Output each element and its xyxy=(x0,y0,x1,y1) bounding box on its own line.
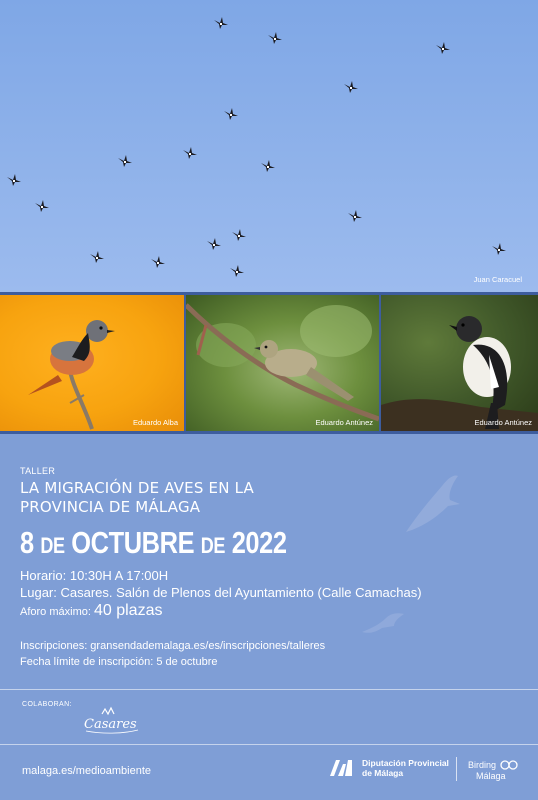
flycatcher-photo xyxy=(381,295,538,431)
binoculars-icon xyxy=(500,759,518,771)
bird-photo-strip xyxy=(0,292,538,434)
flying-storks-illustration xyxy=(0,0,538,292)
warbler-photo xyxy=(186,295,379,431)
logo-separator xyxy=(456,757,457,781)
date-de: DE xyxy=(200,533,226,558)
birding-malaga-logo xyxy=(468,759,518,781)
diputacion-line: de Málaga xyxy=(362,768,404,778)
event-title xyxy=(20,479,520,517)
date-day: 8 xyxy=(20,525,34,560)
photo-credit: Eduardo Antúnez xyxy=(474,418,532,427)
warbler-bird-icon xyxy=(186,295,379,431)
date-month: OCTUBRE xyxy=(71,525,195,560)
event-title-line: LA MIGRACIÓN DE AVES EN LA xyxy=(20,479,254,497)
birding-line: Birding xyxy=(468,760,497,770)
registration-link[interactable]: Inscripciones: gransendademalaga.es/es/inscripciones/talleres xyxy=(20,640,326,652)
photo-credit: Eduardo Antúnez xyxy=(315,418,373,427)
redstart-photo xyxy=(0,295,184,431)
capacity-label: Aforo máximo: xyxy=(20,606,91,618)
event-schedule: Horario: 10:30H A 17:00H xyxy=(20,568,169,583)
collaborators-label: COLABORAN: xyxy=(22,701,72,708)
capacity-value: 40 plazas xyxy=(93,602,163,619)
photo-credit: Juan Caracuel xyxy=(473,275,522,284)
event-location: Lugar: Casares. Salón de Plenos del Ayuntamiento (Calle Camachas) xyxy=(20,585,422,600)
date-de: DE xyxy=(40,533,65,558)
footer-url-link[interactable]: malaga.es/medioambiente xyxy=(22,765,152,777)
diputacion-logo-icon xyxy=(330,760,356,776)
event-title-line: PROVINCIA DE MÁLAGA xyxy=(20,498,201,516)
event-info xyxy=(20,466,520,670)
diputacion-line: Diputación Provincial xyxy=(362,758,449,768)
registration-deadline: Fecha límite de inscripción: 5 de octubre xyxy=(20,656,218,668)
casares-logo-icon xyxy=(82,704,142,734)
birding-line: Málaga xyxy=(476,771,506,781)
redstart-bird-icon xyxy=(0,295,184,431)
diputacion-logo-text xyxy=(362,758,449,778)
flycatcher-bird-icon xyxy=(381,295,538,431)
date-year: 2022 xyxy=(231,525,287,560)
divider xyxy=(0,744,538,745)
photo-credit: Eduardo Alba xyxy=(132,418,178,427)
casares-logo xyxy=(82,704,142,739)
diputacion-logo xyxy=(330,758,449,778)
event-type: TALLER xyxy=(20,466,56,476)
divider xyxy=(0,689,538,690)
casares-logo-text: Casares xyxy=(84,717,137,732)
event-capacity xyxy=(20,602,520,620)
hero-sky-photo xyxy=(0,0,538,292)
event-date xyxy=(20,525,430,561)
